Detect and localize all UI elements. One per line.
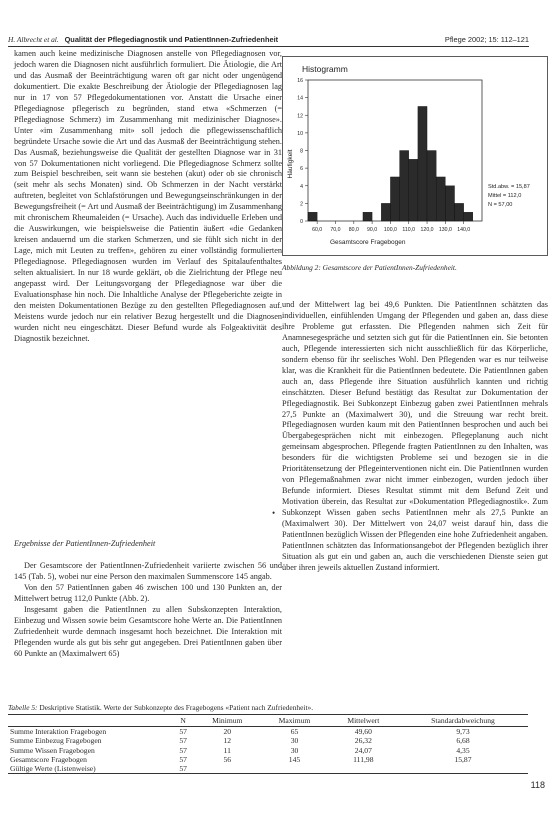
- histogram-bar: [427, 151, 436, 222]
- figure-caption-text: Gesamtscore der PatientInnen-Zufriedenheit.: [322, 263, 457, 272]
- page-number: 118: [530, 780, 545, 790]
- x-tick-label: 80,0: [348, 227, 359, 233]
- histogram-bar: [445, 186, 454, 221]
- table-caption-label: Tabelle 5:: [8, 703, 38, 712]
- paragraph: Der Gesamtscore der PatientInnen-Zufriedenheit variierte zwischen 56 und 145 (Tab. 5), wobei nur eine Person den maximalen Summenscore 145 angab.: [14, 560, 282, 581]
- figure-frame: [283, 57, 548, 256]
- table-row: [8, 727, 528, 737]
- table-row: [8, 764, 528, 774]
- histogram-bar: [418, 106, 427, 221]
- table-header-cell: [8, 715, 172, 727]
- y-tick-label: 0: [300, 219, 303, 225]
- table-cell: 57: [179, 754, 187, 764]
- histogram-bar: [436, 177, 445, 221]
- table-caption-text: Deskriptive Statistik. Werte der Subkonzepte des Fragebogens «Patient nach Zufriedenheit».: [39, 703, 314, 712]
- histogram-bar: [464, 212, 473, 221]
- table-cell: 15,87: [454, 754, 472, 764]
- table-header-cell: Mittelwert: [329, 715, 398, 727]
- table-cell: 26,32: [354, 736, 372, 746]
- stat-n: N = 57,00: [488, 202, 513, 208]
- table-cell: 57: [179, 745, 187, 755]
- x-tick-label: 90,0: [367, 227, 378, 233]
- table-cell: 145: [288, 754, 301, 764]
- section-heading: Ergebnisse der PatientInnen-Zufriedenheit: [14, 539, 156, 548]
- table-cell: Summe Wissen Fragebogen: [10, 745, 95, 755]
- table-cell: 57: [179, 736, 187, 746]
- body-text-right: [282, 300, 548, 574]
- figure-caption: [282, 263, 548, 272]
- table-cell: 9,73: [456, 727, 470, 736]
- y-tick-label: 10: [297, 130, 303, 137]
- table-header-cell: Maximum: [260, 715, 328, 727]
- table-cell: 30: [290, 736, 299, 746]
- table-cell: Gesamtscore Fragebogen: [10, 754, 87, 764]
- y-tick-label: 8: [300, 148, 303, 155]
- y-tick-label: 4: [300, 183, 303, 190]
- table-cell: 20: [223, 727, 232, 736]
- section-mark: •: [272, 508, 276, 518]
- table-header-cell: Standardabweichung: [398, 715, 528, 727]
- histogram-bar: [409, 159, 418, 221]
- table-header-cell: Minimum: [194, 715, 260, 727]
- table-header-cell: N: [172, 715, 194, 727]
- histogram-chart: [282, 56, 548, 256]
- x-axis-label: Gesamtscore Fragebogen: [330, 239, 406, 246]
- chart-title: Histogramm: [302, 64, 348, 74]
- header-title: Qualität der Pflegediagnostik und PatientInnen-Zufriedenheit: [64, 35, 279, 44]
- table-cell: 57: [179, 727, 187, 736]
- paragraph: kamen auch keine medizinische Diagnosen anstelle von Pflegediagnosen vor, jedoch waren die Diagnosen nicht ausführlich formuliert. Die Ätiologie, die Art und das Ausmaß der Beeinträchtigung waren oft gar nicht oder ungenügend dokumentiert. Die exakte Beschreibung der Ätiologie der Pflegediagnosen lag nur in 17 von 57 Pflegedokumentationen vor. Anstatt die Ursache einer Pflegediagnose pflegerisch zu begründen, stand etwa «Schmerzen (= Pflegediagnose Schmerz) im Zusammenhang mit medizinischer Diagnose». Unter «im Zusammenhang mit» soll jedoch die pflegewissenschaftlich begründete Ursache sowie die Art und das Ausmaß der Beeinträchtigung stehen. Das Ausmaß, beziehungsweise die Qualität der gestellten Diagnose war in 31 von 57 Dokumentationen nicht vorliegend. Die Pflegediagnose Schmerz sollte zum Beispiel beschreiben, seit wann sie bestehen (akut) oder ob sie chronisch (seit mehr als sechs Monaten) sind. Ob Schmerzen in der Nacht verstärkt auftreten, begleitet von Schlafstörungen und Bewegungseinschränkungen in der Bewegungsfreiheit (= Art und Ausmaß der Beeinträchtigung) im Zusammenhang mit chronischem Rheumaleiden (= Ursache). Auch das individuelle Erleben und die Auswirkungen, wie beispielsweise die Patientin äußert «die Gedanken kreisen andauernd um die starken Schmerzen, und sie fühlt sich nicht in der Lage, mich mit Leuten zu treffen», gehören zu einer vollständig formulierten Pflegediagnose. Pflegediagnosen wurden im Verlauf des Spitalaufenthaltes selten aktualisiert. In nur 18 wurde geklärt, ob die Zielrichtung der Pflege neu angepasst wird. Der Leitungsvorgang der Pflegediagnose war über die Evaluationsphase hin noch. Die Inhaltliche Analyse der Pflegeberichte zeigte in den meisten Dokumentationen Bezüge zu den gestellten Pflegediagnosen auf. Meistens wurde jedoch nur ein relativer Bezug hergestellt und die Diagnosen wurden nicht neu eingeschätzt. Dieser Befund wurde als Folgeaktivität des Diagnostik bezeichnet.: [14, 49, 282, 343]
- table-header-row: [8, 715, 528, 727]
- table-cell: 49,60: [354, 727, 372, 736]
- table-cell: 56: [223, 754, 232, 764]
- header-rule: [8, 46, 529, 47]
- body-text-left: [14, 49, 282, 345]
- table-cell: 11: [223, 745, 231, 755]
- descriptive-statistics-table: [8, 714, 528, 774]
- table-row: [8, 755, 528, 764]
- table-cell: 12: [223, 736, 232, 746]
- header-left: [8, 35, 278, 44]
- header-journal: Pflege 2002; 15: 112–121: [444, 35, 529, 44]
- y-tick-label: 12: [297, 113, 303, 120]
- x-tick-label: 100,0: [383, 227, 397, 233]
- table-row: [8, 746, 528, 755]
- x-tick-label: 70,0: [330, 227, 341, 233]
- stat-std: Std.abw. = 15,87: [488, 184, 530, 190]
- y-axis-label: Häufigkeit: [287, 149, 294, 179]
- x-tick-label: 120,0: [420, 227, 434, 233]
- table-cell: Summe Interaktion Fragebogen: [10, 727, 107, 736]
- table-cell: 24,07: [354, 745, 372, 755]
- table-cell: 57: [172, 764, 194, 774]
- y-tick-label: 14: [297, 95, 303, 102]
- histogram-bar: [390, 177, 399, 221]
- paragraph: Von den 57 PatientInnen gaben 46 zwischen 100 und 130 Punkten an, der Mittelwert betrug 112,0 Punkte (Abb. 2).: [14, 582, 282, 603]
- x-tick-label: 140,0: [457, 227, 471, 233]
- table-row: [8, 736, 528, 745]
- x-tick-label: 60,0: [312, 227, 323, 233]
- x-tick-label: 110,0: [402, 227, 416, 233]
- histogram-bar: [381, 203, 390, 221]
- histogram-bar: [308, 212, 317, 221]
- y-tick-label: 2: [300, 201, 303, 208]
- table-cell: 30: [290, 745, 299, 755]
- header-author: H. Albrecht et al.: [8, 35, 59, 44]
- table-cell: 6,68: [456, 736, 470, 746]
- paragraph: Insgesamt gaben die PatientInnen zu allen Subskonzepten Interaktion, Einbezug und Wissen sowie beim Gesamtscore hohe Werte an. Die PatientInnen Zufriedenheit wurde demnach insgesamt hoch bezeichnet. Die Interaktion mit Pflegenden wurde als gut bis sehr gut angegeben. Drei PatientInnen gaben über 60 Punkte an (Maximalwert 65): [14, 604, 282, 658]
- y-tick-label: 16: [297, 78, 303, 84]
- stat-mean: Mittel = 112,0: [488, 193, 522, 199]
- table-cell: [398, 764, 528, 774]
- table-cell: Gültige Werte (Listenweise): [8, 764, 172, 774]
- y-tick-label: 6: [300, 166, 303, 173]
- histogram-bar: [455, 203, 464, 221]
- x-tick-label: 130,0: [438, 227, 452, 233]
- figure-caption-label: Abbildung 2:: [282, 263, 321, 272]
- table-cell: [260, 764, 328, 774]
- table-cell: Summe Einbezug Fragebogen: [10, 736, 102, 746]
- histogram-bar: [400, 151, 409, 222]
- histogram-figure: [282, 56, 548, 256]
- table-cell: 4,35: [456, 745, 470, 755]
- body-text-left-results: [14, 539, 282, 660]
- table-cell: [194, 764, 260, 774]
- histogram-bar: [363, 212, 372, 221]
- table-cell: 65: [290, 727, 299, 736]
- paragraph: und der Mittelwert lag bei 49,6 Punkten. Die PatientInnen schätzten das individuellen, einfühlenden Umgang der Pflegenden und gaben an, dass diese ihre Probleme gut erfassten. Die Pflegenden nahmen sich Zeit für Anamnesegespräche und setzten sich gut für die PatientInnen ein. Sie betonten auch, Pflegende interessierten sich nicht ausschließlich für das Körperliche, sondern ebenso für ihr seelisches Wohl. Den Pflegenden war es nur teilweise klar, was die Krankheit für die PatientInnen bedeutete. Die PatientInnen gaben auch an, dass Pflegende ihre Situation ausführlich kannten und richtig einschätzten. Dieser Befund bestätigt das Resultat zur Dokumentation der Pflegediagnostik. Bei Subkonzept Einbezug gaben zwei PatientInnen mehrals 27,5 Punkte an (Maximalwert 30), und die Streuung war recht breit. Pflegediagnosen wurden kaum mit den PatientInnen besprochen und auch bei Übergabegesprächen nicht mit einbezogen. Pflegeplanung auch nicht gemeinsam abgesprochen. Pflegende fragten PatientInnen zu den Inhalten, was besonders für die wichtigsten Probleme sei und bezogen sie in die Prioritätensetzung der Pflegeinterventionen nicht ein. Die PatientInnen wurden von Pflegemaßnahmen zwar nicht immer einbezogen, wurden jedoch über Befunde informiert. Dieses Resultat stimmt mit dem Befund Zeit und Motivation überein, das Resultat zur «Dokumentation Pflegediagnostik». Zum Subkonzept Wissen gaben sechs PatientInnen mehr als 27,5 Punkte an (Maximalwert 30). Der Mittelwert von 24,07 weist darauf hin, dass die PatientInnen bezüglich Wissen der Pflegenden eine hohe Zufriedenheit angaben. PatientInnen schätzten das Informationsangebot der Pflegenden bezüglich ihrer Situation als gut ein und gaben an, auch die verschiedenen Dienste seien gut über ihren jeweils aktuellen Zustand informiert.: [282, 300, 548, 572]
- table-cell: [329, 764, 398, 774]
- table-caption: [8, 703, 528, 712]
- table-cell: 111,98: [353, 754, 374, 764]
